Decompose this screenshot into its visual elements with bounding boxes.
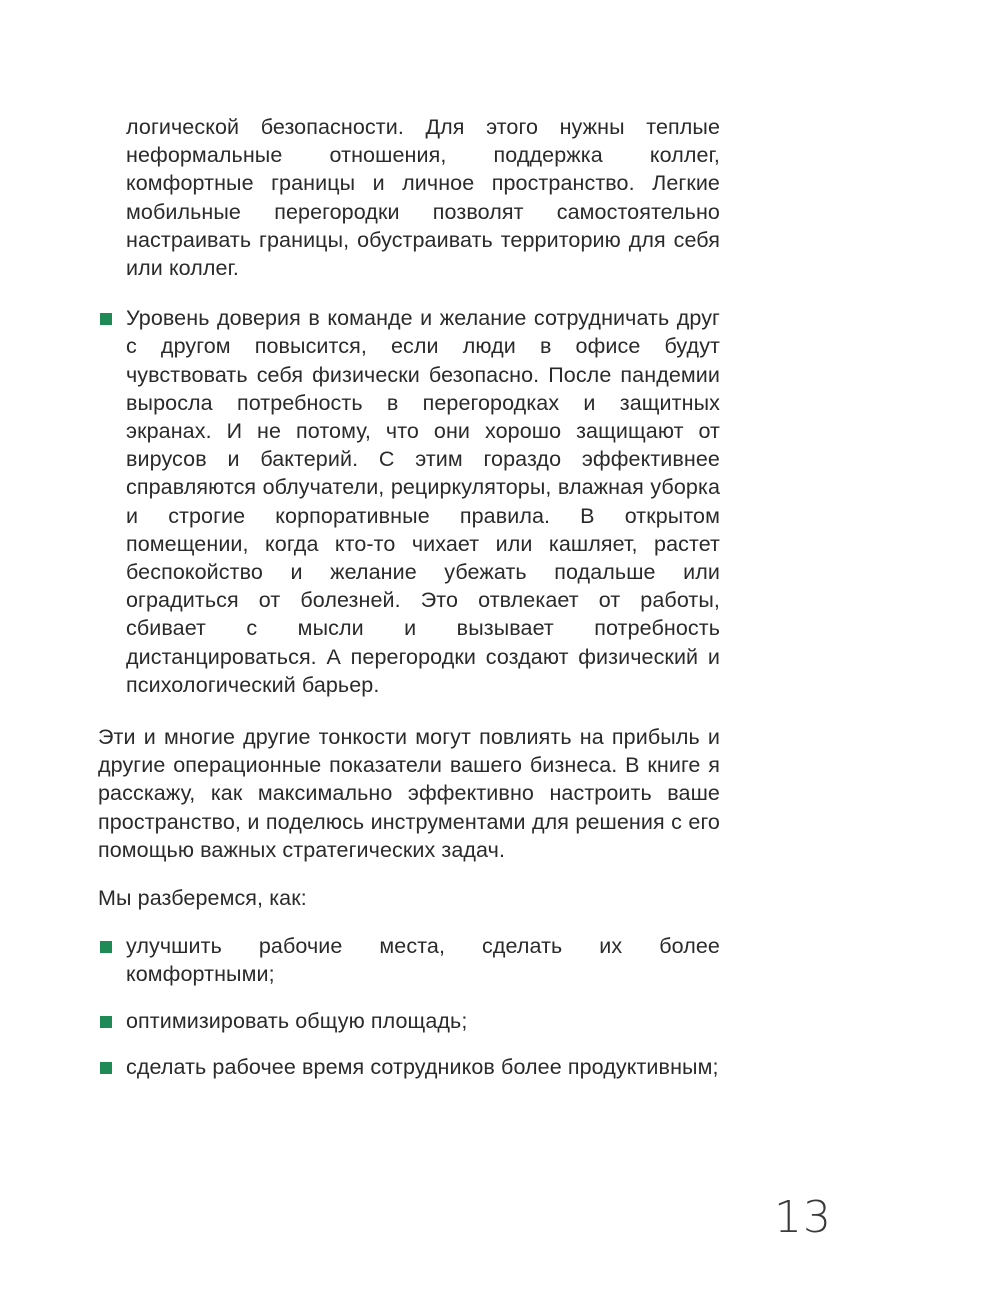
list-item-text: сделать рабочее время сотрудников более продуктивным; [126, 1054, 719, 1079]
bullet-square-icon [100, 941, 112, 953]
list-item [98, 1053, 720, 1081]
text-column [98, 113, 720, 1081]
list-item [98, 932, 720, 988]
list-item-text: оптимизировать общую площадь; [126, 1008, 468, 1033]
intro-list: Мы разберемся, как: [98, 886, 307, 911]
list-item-text: улучшить рабочие места, сделать их более комфортными; [126, 934, 720, 987]
bullet-square-icon [100, 313, 112, 325]
page-number: 13 [774, 1192, 832, 1243]
bullet-text: Уровень доверия в команде и желание сотрудничать друг с другом повысится, если люди в офисе будут чувствовать себя физически безопасно. После пандемии выросла потребность в перегородках и защитных экранах. И не потому, что они хорошо защищают от вирусов и бактерий. С этим гораздо эффективнее справляются облучатели, рециркуляторы, влажная уборка и строгие корпоративные правила. В открытом помещении, когда кто-то чихает или кашляет, растет беспокойство и желание убежать подальше или оградиться от болезней. Это отвлекает от работы, сбивает с мысли и вызывает потребность дистанцироваться. А перегородки создают физический и психологический барьер. [126, 306, 720, 697]
paragraph-profit: Эти и многие другие тонкости могут повлиять на прибыль и другие операционные показатели вашего бизнеса. В книге я расскажу, как максимально эффективно настроить ваше пространство, и поделюсь инструментами для решения с его помощью важных стратегических задач. [98, 725, 720, 862]
bullet-square-icon [100, 1016, 112, 1028]
continued-paragraph: логической безопасности. Для этого нужны теплые неформальные отношения, поддержка коллег, комфортные границы и личное пространство. Легкие мобильные перегородки позволят самостоятельно настраивать границы, обустраивать территорию для себя или коллег. [126, 115, 720, 281]
bullet-item-trust [98, 304, 720, 699]
list-item [98, 1007, 720, 1035]
bullet-square-icon [100, 1062, 112, 1074]
